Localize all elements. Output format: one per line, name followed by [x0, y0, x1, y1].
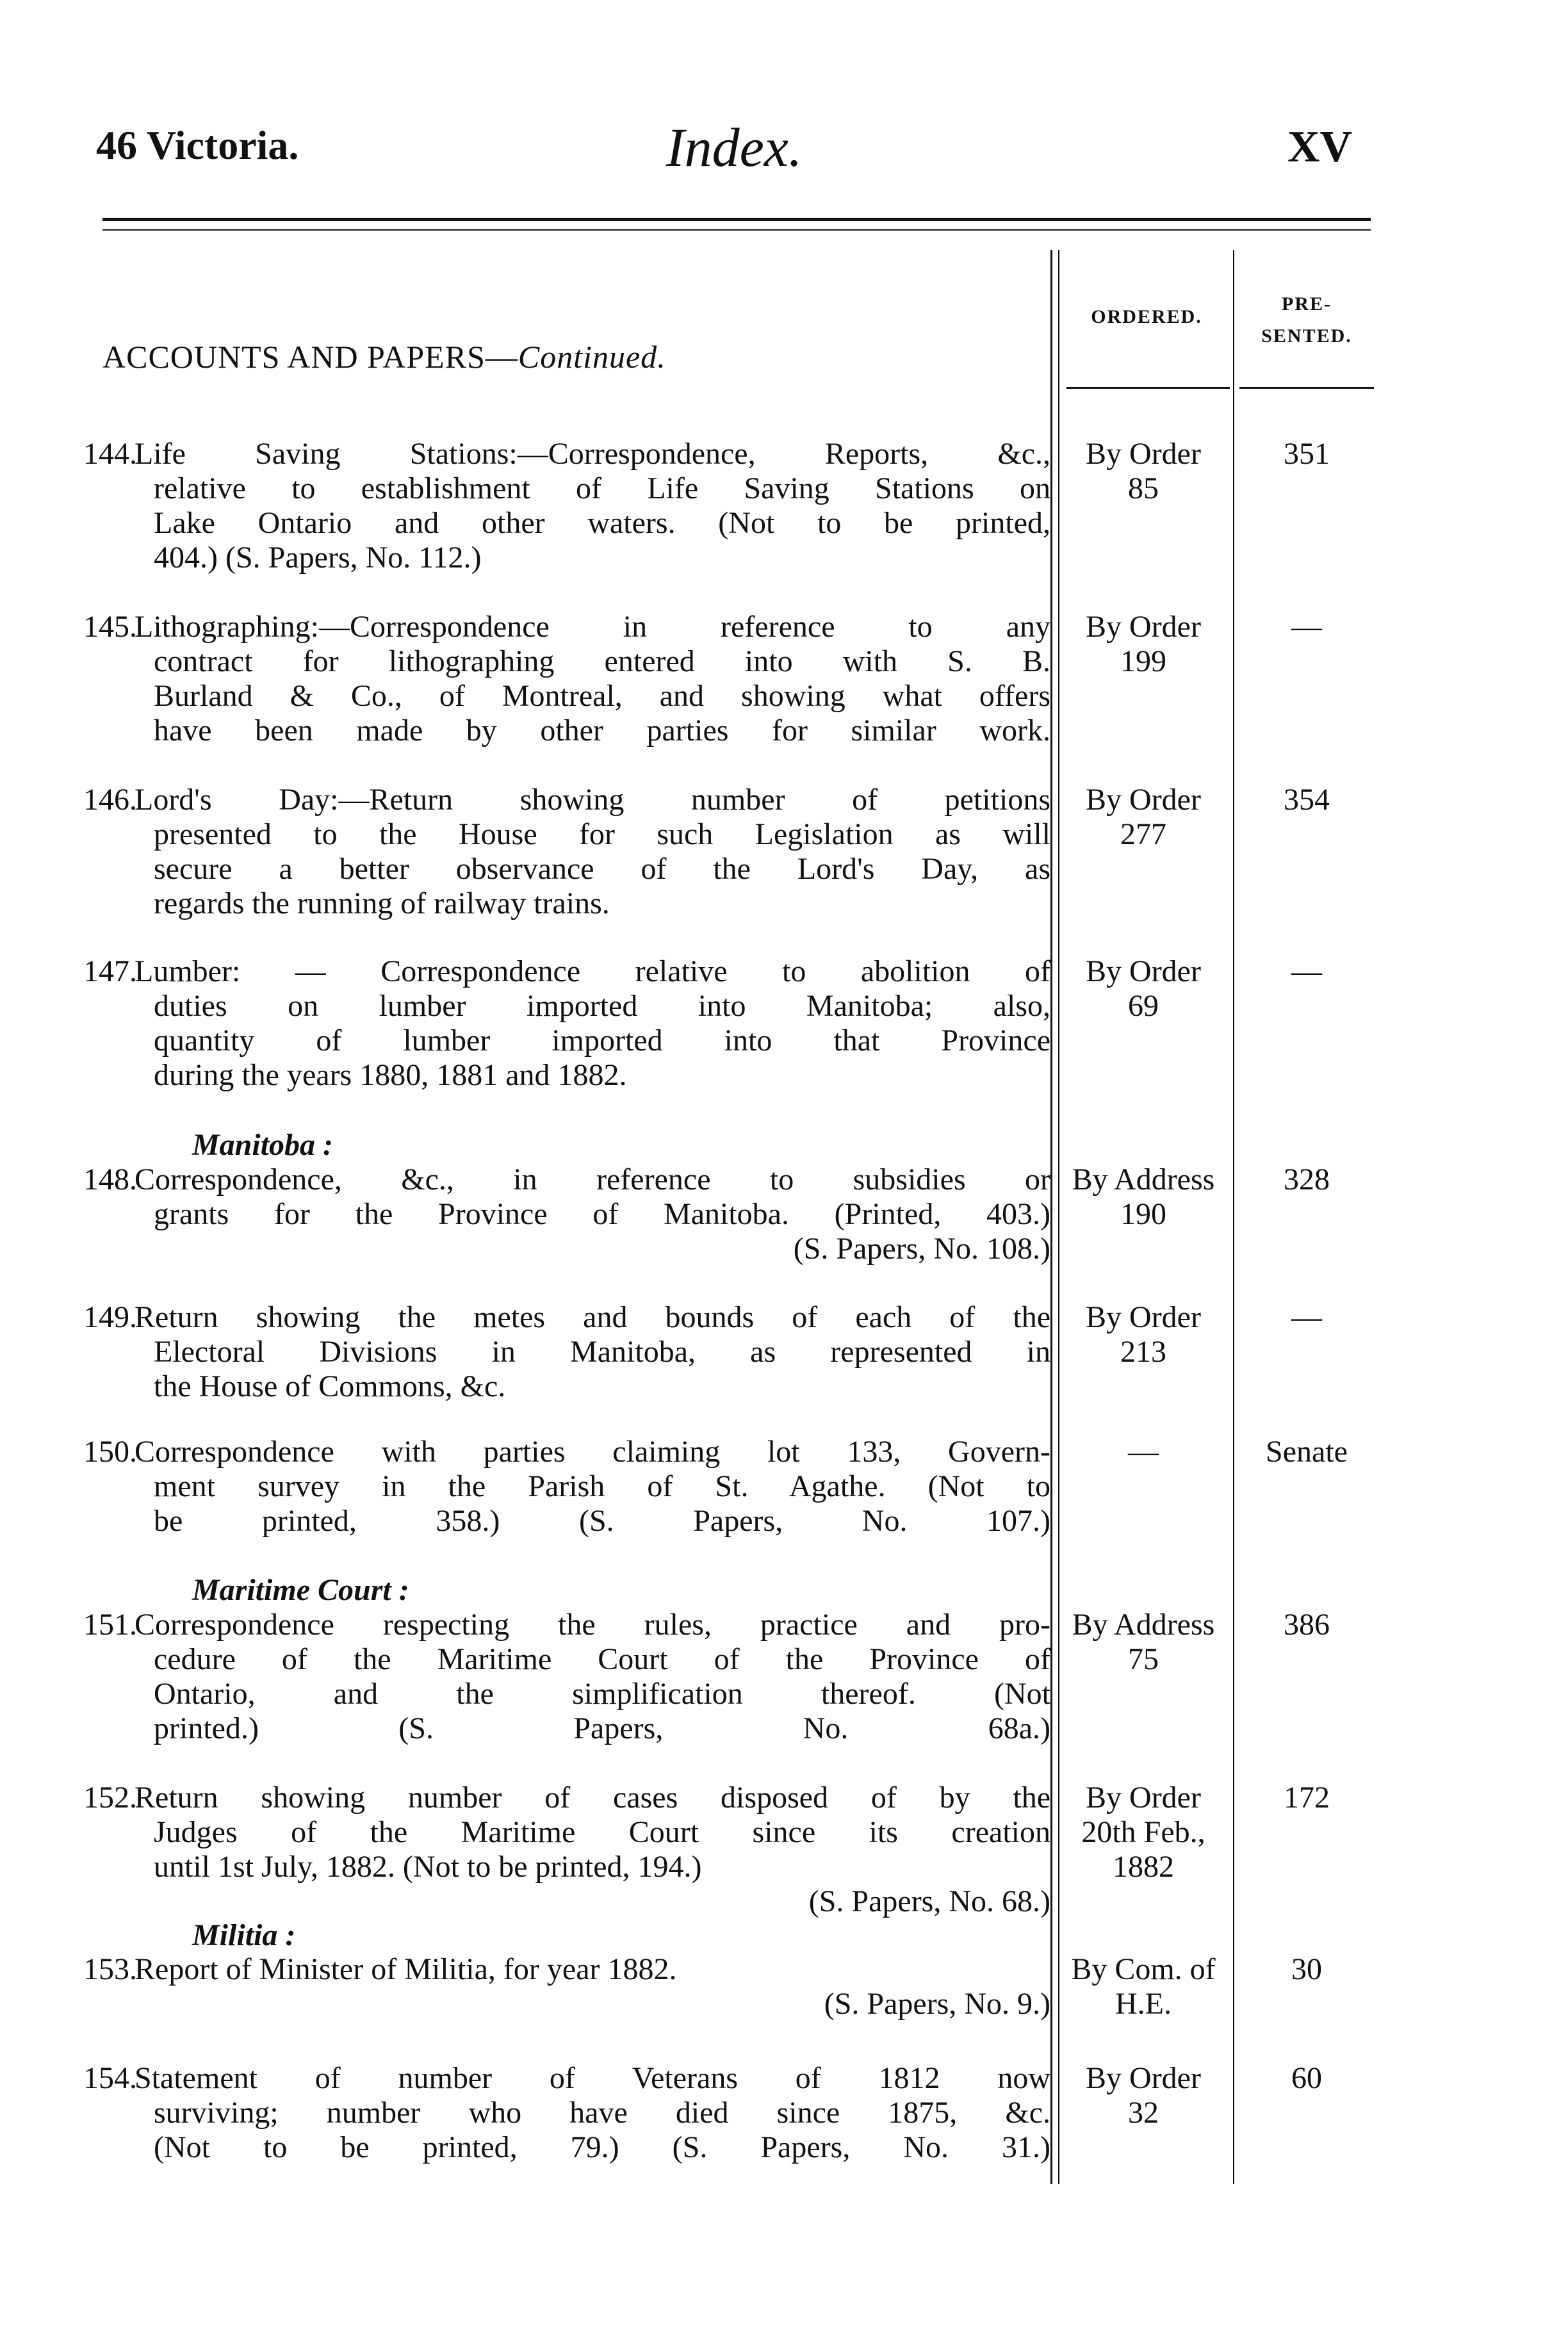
presented-cell: 351	[1284, 437, 1330, 471]
entry-line: (S. Papers, No. 68.)	[808, 1884, 1050, 1918]
entry-number: 148.	[83, 1163, 137, 1196]
entry-line: duties on lumber imported into Manitoba; also,	[154, 989, 1050, 1023]
ordered-cell	[1057, 437, 1230, 506]
entry-line: regards the running of railway trains.	[154, 886, 610, 920]
entry-line: presented to the House for such Legislation as will	[154, 817, 1050, 851]
entry-line: Correspondence respecting the rules, practice and pro-	[135, 1608, 1050, 1642]
entry-line: during the years 1880, 1881 and 1882.	[154, 1058, 627, 1092]
section-title-continued: Continued.	[518, 339, 666, 375]
entry-line: Lithographing:—Correspondence in reference to any	[135, 610, 1050, 644]
ordered-cell	[1057, 1163, 1230, 1232]
entry-line: Correspondence, &c., in reference to subsidies or	[135, 1163, 1050, 1196]
ordered-line: By Order	[1086, 1300, 1201, 1334]
entry-line: Return showing the metes and bounds of each of the	[135, 1300, 1050, 1334]
ordered-line: 1882	[1113, 1850, 1174, 1884]
index-entry-151	[83, 1608, 1050, 1746]
entry-number: 152.	[83, 1781, 137, 1815]
entry-line: surviving; number who have died since 1875, &c.	[154, 2096, 1050, 2130]
entry-line: (S. Papers, No. 9.)	[824, 1987, 1050, 2021]
ordered-line: By Order	[1086, 437, 1201, 471]
index-entry-146	[83, 783, 1050, 921]
presented-cell: Senate	[1266, 1435, 1348, 1469]
ordered-line: By Address	[1072, 1163, 1215, 1196]
entry-line: Judges of the Maritime Court since its creation	[154, 1815, 1050, 1849]
entry-line: the House of Commons, &c.	[154, 1369, 506, 1403]
ordered-cell	[1057, 2061, 1230, 2130]
header-title: Index.	[666, 117, 803, 178]
entry-line: Life Saving Stations:—Correspondence, Reports, &c.,	[135, 437, 1050, 471]
ordered-line: 32	[1128, 2096, 1159, 2130]
ordered-cell	[1057, 954, 1230, 1024]
index-entry-153	[83, 1952, 1050, 2021]
entry-line: Return showing number of cases disposed of by the	[135, 1781, 1050, 1815]
entry-line: ment survey in the Parish of St. Agathe. (Not to	[154, 1469, 1050, 1503]
entry-line: have been made by other parties for similar work.	[154, 714, 1050, 747]
ordered-line: 85	[1128, 471, 1159, 505]
entry-line: (Not to be printed, 79.) (S. Papers, No. 31.)	[154, 2130, 1050, 2164]
entry-number: 153.	[83, 1952, 137, 1986]
entry-line: Statement of number of Veterans of 1812 now	[135, 2061, 1050, 2095]
entry-line: Electoral Divisions in Manitoba, as represented in	[154, 1335, 1050, 1369]
entry-line: Ontario, and the simplification thereof. (Not	[154, 1677, 1050, 1711]
ordered-line: By Com. of	[1071, 1952, 1216, 1986]
column-head-presented-2: SENTED.	[1261, 325, 1352, 347]
entry-number: 145.	[83, 610, 137, 644]
entry-line: Report of Minister of Militia, for year 1882.	[135, 1952, 677, 1986]
presented-cell: 354	[1284, 783, 1330, 817]
entry-line: 404.) (S. Papers, No. 112.)	[154, 541, 482, 575]
column-head-rule-ordered	[1066, 387, 1230, 389]
ordered-line: By Order	[1086, 2061, 1201, 2095]
subhead-manitoba: Manitoba :	[192, 1128, 334, 1162]
presented-cell: 60	[1291, 2061, 1322, 2095]
entry-line: (S. Papers, No. 108.)	[793, 1232, 1050, 1266]
column-head-presented-1: PRE-	[1282, 293, 1332, 314]
ordered-line: H.E.	[1115, 1987, 1172, 2021]
ordered-line: By Order	[1086, 1781, 1201, 1815]
entry-line: printed.) (S. Papers, No. 68a.)	[154, 1711, 1050, 1745]
presented-cell: 386	[1284, 1608, 1330, 1642]
ordered-line: 69	[1128, 989, 1159, 1023]
ordered-cell	[1057, 1300, 1230, 1369]
column-divider-text	[1050, 250, 1052, 2184]
index-entry-149	[83, 1300, 1050, 1404]
ordered-cell	[1057, 610, 1230, 679]
index-entry-147	[83, 954, 1050, 1093]
header-page-number: XV	[1287, 122, 1353, 172]
entry-line: quantity of lumber imported into that Province	[154, 1024, 1050, 1057]
entry-line: Lord's Day:—Return showing number of petitions	[135, 783, 1050, 817]
subhead-maritime-court: Maritime Court :	[192, 1573, 409, 1607]
entry-number: 147.	[83, 954, 137, 988]
entry-line: cedure of the Maritime Court of the Province of	[154, 1642, 1050, 1676]
section-title-main: ACCOUNTS AND PAPERS—	[102, 339, 518, 375]
entry-line: be printed, 358.) (S. Papers, No. 107.)	[154, 1504, 1050, 1538]
ordered-cell	[1057, 1435, 1230, 1469]
index-entry-150	[83, 1435, 1050, 1538]
header-rule-thick	[102, 218, 1371, 221]
presented-cell: 30	[1291, 1952, 1322, 1986]
entry-number: 149.	[83, 1300, 137, 1334]
subhead-militia: Militia :	[192, 1918, 296, 1952]
ordered-line: 213	[1120, 1335, 1166, 1369]
entry-line: until 1st July, 1882. (Not to be printed, 194.)	[154, 1850, 702, 1884]
header-rule-thin	[102, 229, 1371, 231]
entry-number: 151.	[83, 1608, 137, 1642]
presented-cell: 172	[1284, 1781, 1330, 1815]
entry-number: 150.	[83, 1435, 137, 1469]
index-entry-154	[83, 2061, 1050, 2165]
entry-line: relative to establishment of Life Saving Stations on	[154, 471, 1050, 505]
entry-line: Lumber: — Correspondence relative to abolition of	[135, 954, 1050, 988]
ordered-line: By Order	[1086, 783, 1201, 817]
ordered-line: 20th Feb.,	[1081, 1815, 1205, 1849]
entry-line: Correspondence with parties claiming lot 133, Govern-	[135, 1435, 1050, 1469]
ordered-cell	[1057, 1608, 1230, 1677]
presented-cell: 328	[1284, 1163, 1330, 1196]
column-head-ordered: ORDERED.	[1091, 306, 1202, 327]
ordered-line: By Order	[1086, 610, 1201, 644]
entry-number: 144.	[83, 437, 137, 471]
index-entry-152	[83, 1781, 1050, 1919]
entry-line: Burland & Co., of Montreal, and showing what offers	[154, 679, 1050, 713]
index-entry-144	[83, 437, 1050, 575]
index-entry-148	[83, 1163, 1050, 1266]
section-title	[102, 338, 666, 375]
entry-number: 154.	[83, 2061, 137, 2095]
presented-cell: —	[1291, 1300, 1322, 1334]
entry-line: Lake Ontario and other waters. (Not to be printed,	[154, 506, 1050, 540]
index-entry-145	[83, 610, 1050, 748]
ordered-cell	[1057, 1781, 1230, 1884]
presented-cell: —	[1291, 954, 1322, 988]
entry-line: grants for the Province of Manitoba. (Printed, 403.)	[154, 1197, 1050, 1231]
entry-line: secure a better observance of the Lord's Day, as	[154, 852, 1050, 886]
ordered-cell	[1057, 1952, 1230, 2021]
presented-cell: —	[1291, 610, 1322, 644]
column-divider-ordered	[1233, 250, 1234, 2184]
ordered-line: 199	[1120, 644, 1166, 678]
ordered-line: By Order	[1086, 954, 1201, 988]
ordered-line: By Address	[1072, 1608, 1215, 1642]
entry-line: contract for lithographing entered into with S. B.	[154, 644, 1050, 678]
ordered-line: 277	[1120, 817, 1166, 851]
ordered-line: —	[1128, 1435, 1159, 1469]
ordered-line: 75	[1128, 1642, 1159, 1676]
ordered-cell	[1057, 783, 1230, 852]
ordered-line: 190	[1120, 1197, 1166, 1231]
header-session: 46 Victoria.	[96, 122, 299, 168]
entry-number: 146.	[83, 783, 137, 817]
column-head-rule-presented	[1239, 387, 1374, 389]
